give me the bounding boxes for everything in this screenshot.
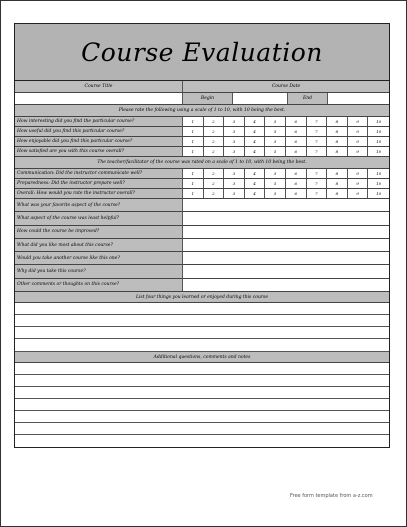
writing-line[interactable] — [15, 303, 389, 315]
open-question-label: What was your favorite aspect of the course? — [15, 199, 183, 211]
rating-option[interactable]: 9 — [348, 147, 369, 156]
rating-option[interactable]: 7 — [307, 169, 328, 178]
rating-option[interactable]: 4 — [245, 147, 266, 156]
answer-field[interactable] — [183, 239, 389, 251]
rating-option[interactable]: 8 — [327, 169, 348, 178]
form-title: Course Evaluation — [81, 37, 323, 67]
open-question-row — [15, 279, 389, 292]
rating-option[interactable]: 4 — [245, 117, 266, 126]
section4-header-row — [15, 352, 389, 363]
rating-row — [15, 127, 389, 137]
rating-option[interactable]: 7 — [307, 147, 328, 156]
rating-option[interactable]: 5 — [265, 137, 286, 146]
begin-label: Begin — [183, 93, 233, 104]
rating-option[interactable]: 7 — [307, 117, 328, 126]
open-question-label: What did you like most about this course? — [15, 239, 183, 251]
section1-ratings — [15, 117, 389, 157]
answer-field[interactable] — [183, 212, 389, 224]
rating-option[interactable]: 10 — [376, 171, 382, 176]
section3-header-row — [15, 292, 389, 303]
rating-row — [15, 117, 389, 127]
writing-line[interactable] — [15, 363, 389, 375]
rating-option[interactable]: 1 — [183, 179, 204, 188]
section1-instructions: Please rate the following using a scale of 1 to 10, with 10 being the best. — [15, 105, 389, 116]
answer-field[interactable] — [183, 265, 389, 277]
open-question-row — [15, 265, 389, 278]
rating-option[interactable]: 2 — [204, 117, 225, 126]
begin-date-field[interactable] — [233, 93, 288, 104]
rating-option[interactable]: 9 — [348, 169, 369, 178]
writing-line[interactable] — [15, 411, 389, 423]
open-question-label: Other comments or thoughts on this course? — [15, 279, 183, 291]
rating-option[interactable]: 9 — [348, 127, 369, 136]
open-question-label: Why did you take this course? — [15, 265, 183, 277]
rating-option[interactable]: 2 — [204, 179, 225, 188]
open-question-row — [15, 199, 389, 212]
section2-instructions: The teacher/facilitator of the course was rated on a scale of 1 to 10, with 10 being the best. — [15, 157, 389, 168]
rating-option[interactable]: 8 — [327, 179, 348, 188]
rating-option[interactable]: 6 — [286, 169, 307, 178]
rating-option[interactable]: 10 — [376, 181, 382, 186]
writing-line[interactable] — [15, 327, 389, 339]
rating-option[interactable]: 10 — [376, 139, 382, 144]
rating-option[interactable]: 6 — [286, 189, 307, 198]
open-question-row — [15, 212, 389, 225]
rating-option[interactable]: 4 — [245, 169, 266, 178]
rating-option[interactable]: 8 — [327, 127, 348, 136]
answer-field[interactable] — [183, 279, 389, 291]
rating-option[interactable]: 2 — [204, 147, 225, 156]
rating-option[interactable]: 3 — [224, 137, 245, 146]
rating-option[interactable]: 10 — [376, 191, 382, 196]
writing-line[interactable] — [15, 387, 389, 399]
rating-option[interactable]: 8 — [327, 189, 348, 198]
open-question-row — [15, 252, 389, 265]
rating-option[interactable]: 6 — [286, 179, 307, 188]
rating-option[interactable]: 2 — [204, 137, 225, 146]
comment-lines — [15, 363, 389, 447]
writing-line[interactable] — [15, 399, 389, 411]
rating-option[interactable]: 10 — [376, 119, 382, 124]
answer-field[interactable] — [183, 199, 389, 211]
open-question-label: What aspect of the course was least helpful? — [15, 212, 183, 224]
rating-option[interactable]: 2 — [204, 189, 225, 198]
section2-ratings — [15, 169, 389, 199]
course-info-row — [15, 93, 389, 105]
question-label: How useful did you find this particular course? — [15, 127, 183, 136]
rating-option[interactable]: 2 — [204, 127, 225, 136]
rating-option[interactable]: 4 — [245, 189, 266, 198]
question-label: Preparedness: Did the instructor prepare well? — [15, 179, 183, 188]
rating-option[interactable]: 5 — [265, 147, 286, 156]
rating-row — [15, 137, 389, 147]
section4-header: Additional questions, comments and notes — [15, 352, 389, 362]
rating-option[interactable]: 6 — [286, 127, 307, 136]
course-info-header — [15, 81, 389, 93]
rating-option[interactable]: 1 — [183, 147, 204, 156]
rating-option[interactable]: 1 — [183, 127, 204, 136]
rating-option[interactable]: 2 — [204, 169, 225, 178]
rating-option[interactable]: 1 — [183, 137, 204, 146]
rating-option[interactable]: 5 — [265, 169, 286, 178]
course-date-label: Course Date — [271, 84, 301, 89]
rating-option[interactable]: 3 — [224, 169, 245, 178]
rating-option[interactable]: 7 — [307, 179, 328, 188]
rating-option[interactable]: 3 — [224, 179, 245, 188]
rating-option[interactable]: 3 — [224, 147, 245, 156]
rating-option[interactable]: 6 — [286, 117, 307, 126]
evaluation-form — [14, 23, 390, 448]
rating-option[interactable]: 4 — [245, 137, 266, 146]
writing-line[interactable] — [15, 339, 389, 352]
open-question-row — [15, 239, 389, 252]
rating-row — [15, 189, 389, 199]
open-question-row — [15, 226, 389, 239]
rating-option[interactable]: 1 — [183, 117, 204, 126]
rating-option[interactable]: 5 — [265, 127, 286, 136]
rating-option[interactable]: 5 — [265, 117, 286, 126]
open-question-label: How could the course be improved? — [15, 226, 183, 238]
rating-option[interactable]: 10 — [376, 129, 382, 134]
writing-line[interactable] — [15, 375, 389, 387]
rating-option[interactable]: 9 — [348, 117, 369, 126]
rating-option[interactable]: 1 — [183, 169, 204, 178]
question-label: How enjoyable did you find this particular course? — [15, 137, 183, 146]
rating-option[interactable]: 7 — [307, 189, 328, 198]
rating-option[interactable]: 1 — [183, 189, 204, 198]
learned-lines — [15, 303, 389, 352]
end-label: End — [288, 93, 328, 104]
form-title-bar — [15, 24, 389, 81]
rating-option[interactable]: 6 — [286, 137, 307, 146]
rating-option[interactable]: 10 — [376, 149, 382, 154]
writing-line[interactable] — [15, 423, 389, 435]
rating-option[interactable]: 9 — [348, 179, 369, 188]
rating-option[interactable]: 7 — [307, 127, 328, 136]
rating-option[interactable]: 7 — [307, 137, 328, 146]
answer-field[interactable] — [183, 252, 389, 264]
rating-option[interactable]: 3 — [224, 117, 245, 126]
rating-option[interactable]: 3 — [224, 127, 245, 136]
question-label: Overall: How would you rate the instructor overall? — [15, 189, 183, 198]
rating-option[interactable]: 5 — [265, 179, 286, 188]
open-question-label: Would you take another course like this one? — [15, 252, 183, 264]
answer-field[interactable] — [183, 226, 389, 238]
question-label: How interesting did you find the particular course? — [15, 117, 183, 126]
rating-option[interactable]: 8 — [327, 137, 348, 146]
course-title-field[interactable] — [15, 93, 183, 104]
rating-row — [15, 147, 389, 157]
rating-option[interactable]: 5 — [265, 189, 286, 198]
rating-row — [15, 169, 389, 179]
section3-header: List four things you learned or enjoyed during this course — [15, 292, 389, 302]
rating-option[interactable]: 4 — [245, 127, 266, 136]
rating-option[interactable]: 8 — [327, 147, 348, 156]
rating-option[interactable]: 8 — [327, 117, 348, 126]
rating-option[interactable]: 9 — [348, 189, 369, 198]
rating-row — [15, 179, 389, 189]
writing-line[interactable] — [15, 315, 389, 327]
course-title-label: Course Title — [15, 81, 183, 92]
footer-credit: Free form template from a-z.com — [290, 493, 373, 499]
rating-option[interactable]: 3 — [224, 189, 245, 198]
section1-header — [15, 105, 389, 117]
end-date-field[interactable] — [328, 93, 389, 104]
question-label: Communication: Did the instructor communicate well? — [15, 169, 183, 178]
section2-header — [15, 157, 389, 169]
writing-line[interactable] — [15, 435, 389, 447]
rating-option[interactable]: 6 — [286, 147, 307, 156]
open-questions — [15, 199, 389, 292]
question-label: How satisfied are you with this course overall? — [15, 147, 183, 156]
rating-option[interactable]: 9 — [348, 137, 369, 146]
rating-option[interactable]: 4 — [245, 179, 266, 188]
